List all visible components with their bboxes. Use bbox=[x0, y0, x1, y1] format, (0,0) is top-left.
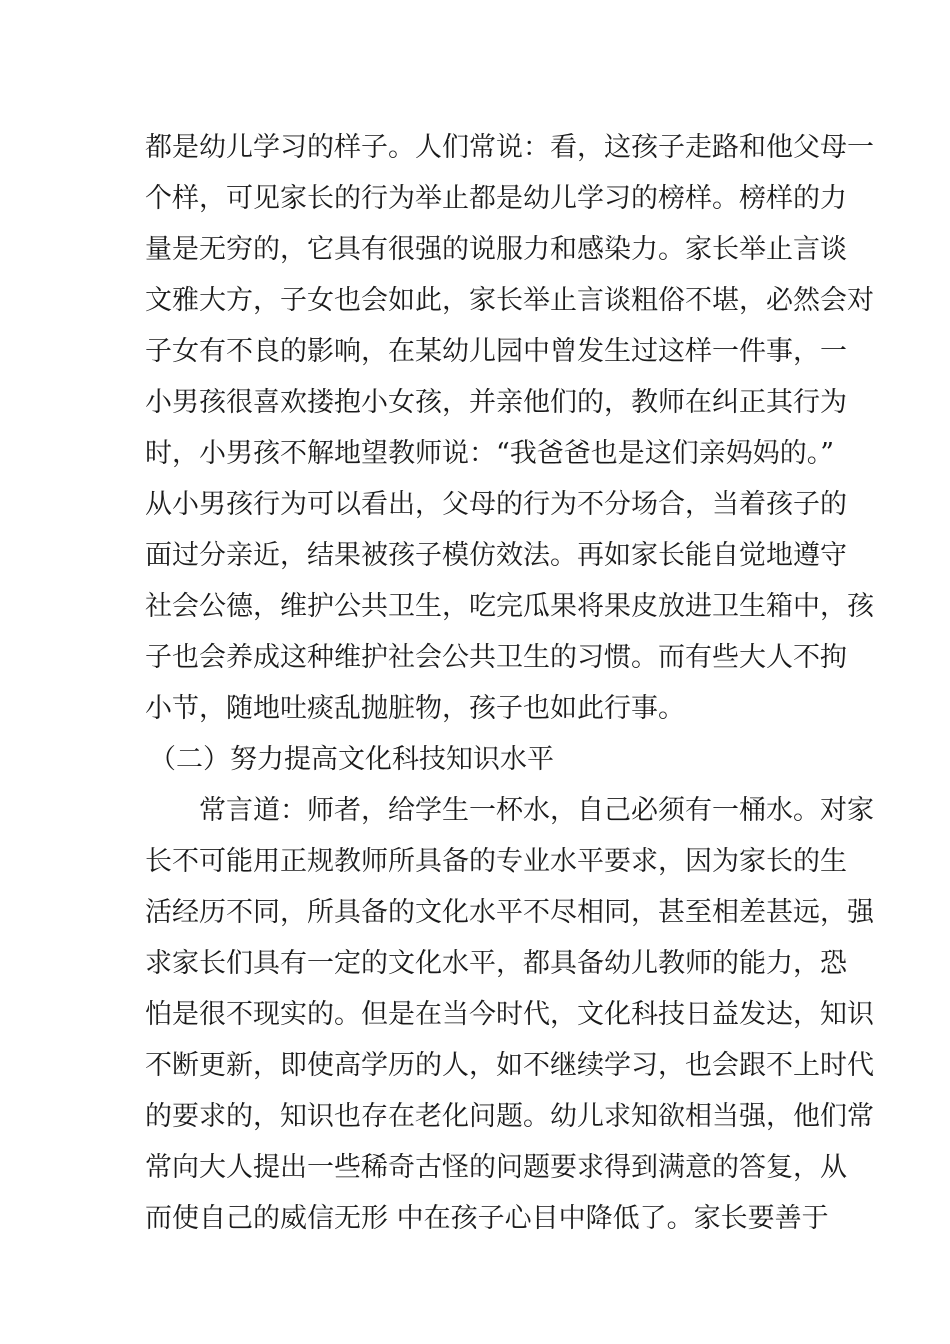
body-text bbox=[145, 122, 874, 1244]
section-heading: （二）努力提高文化科技知识水平 bbox=[149, 744, 554, 775]
text-line-2: 个样，可见家长的行为举止都是幼儿学习的榜样。榜样的力 bbox=[145, 183, 847, 214]
text-line-11: 子也会养成这种维护社会公共卫生的习惯。而有些大人不拘 bbox=[145, 642, 847, 673]
text-line-17: 求家长们具有一定的文化水平，都具备幼儿教师的能力，恐 bbox=[145, 948, 847, 979]
text-line-5: 子女有不良的影响，在某幼儿园中曾发生过这样一件事，一 bbox=[145, 336, 847, 367]
text-line-1: 都是幼儿学习的样子。人们常说：看，这孩子走路和他父母一 bbox=[145, 132, 874, 163]
text-line-8: 从小男孩行为可以看出，父母的行为不分场合，当着孩子的 bbox=[145, 489, 847, 520]
text-line-4: 文雅大方，子女也会如此，家长举止言谈粗俗不堪，必然会对 bbox=[145, 285, 874, 316]
text-line-20: 的要求的，知识也存在老化问题。幼儿求知欲相当强，他们常 bbox=[145, 1101, 874, 1132]
paragraph-first-line: 常言道：师者，给学生一杯水，自己必须有一桶水。对家 bbox=[199, 795, 874, 826]
text-line-10: 社会公德，维护公共卫生，吃完瓜果将果皮放进卫生箱中，孩 bbox=[145, 591, 874, 622]
text-line-9: 面过分亲近，结果被孩子模仿效法。再如家长能自觉地遵守 bbox=[145, 540, 847, 571]
text-line-7: 时，小男孩不解地望教师说：“我爸爸也是这们亲妈妈的。” bbox=[145, 438, 835, 469]
text-line-3: 量是无穷的，它具有很强的说服力和感染力。家长举止言谈 bbox=[145, 234, 847, 265]
text-line-19: 不断更新，即使高学历的人，如不继续学习，也会跟不上时代 bbox=[145, 1050, 874, 1081]
text-line-21: 常向大人提出一些稀奇古怪的问题要求得到满意的答复，从 bbox=[145, 1152, 847, 1183]
text-line-22: 而使自己的威信无形 中在孩子心目中降低了。家长要善于 bbox=[145, 1203, 829, 1234]
text-line-15: 长不可能用正规教师所具备的专业水平要求，因为家长的生 bbox=[145, 846, 847, 877]
text-line-16: 活经历不同，所具备的文化水平不尽相同，甚至相差甚远，强 bbox=[145, 897, 874, 928]
text-line-6: 小男孩很喜欢搂抱小女孩，并亲他们的，教师在纠正其行为 bbox=[145, 387, 847, 418]
text-line-18: 怕是很不现实的。但是在当今时代，文化科技日益发达，知识 bbox=[145, 999, 874, 1030]
text-line-12: 小节，随地吐痰乱抛脏物，孩子也如此行事。 bbox=[145, 693, 685, 724]
